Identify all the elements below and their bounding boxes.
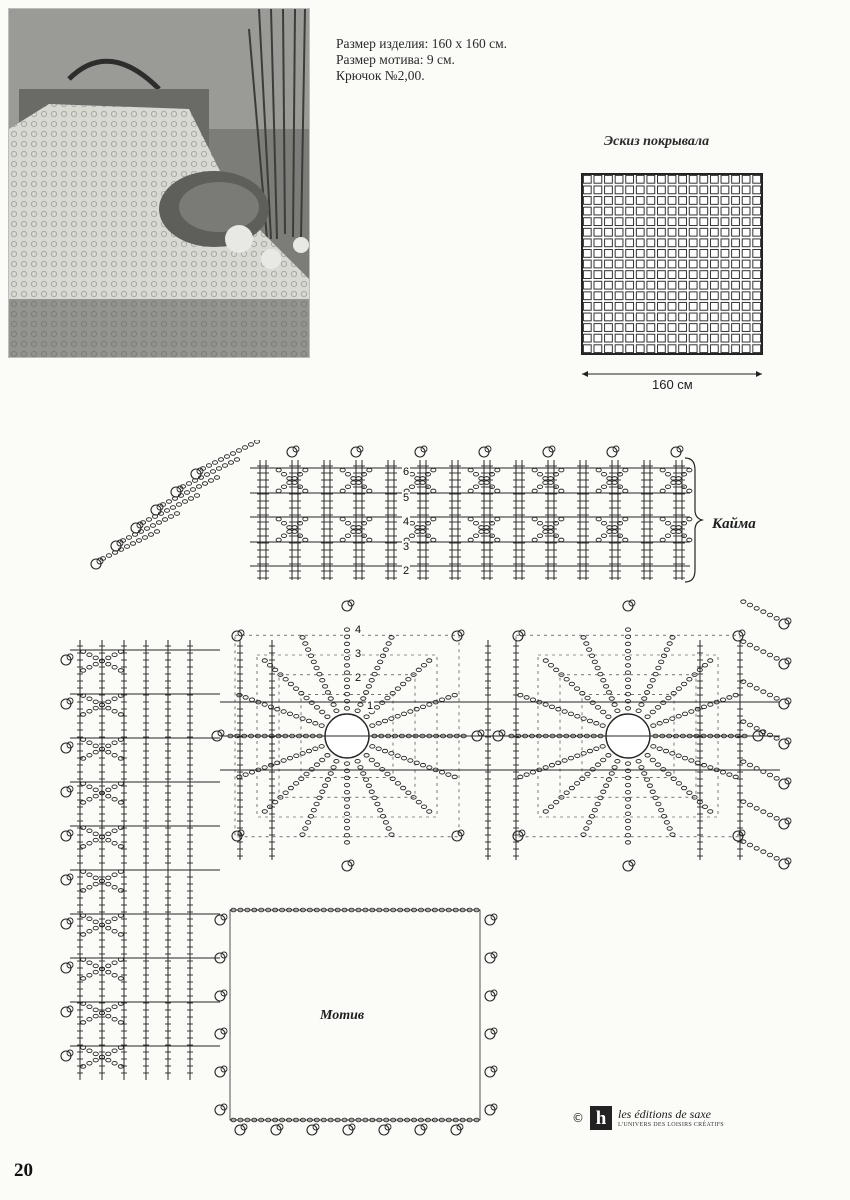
publisher-logo-icon: h (590, 1106, 612, 1130)
crochet-diagram (40, 440, 820, 1160)
chain-stitch (741, 640, 780, 660)
chain-stitch (100, 530, 159, 561)
border-row-number: 5 (403, 492, 410, 504)
specs-block (336, 36, 507, 84)
motif-spoke-chain (355, 759, 394, 836)
motif-round-number: 1 (367, 700, 374, 712)
motif-spoke-chain (518, 693, 606, 727)
motif-spoke-chain (625, 628, 630, 710)
motif-label: Мотив (320, 1008, 365, 1023)
hook-size: Крючок №2,00. (336, 68, 425, 83)
motif-round-number: 3 (355, 648, 362, 660)
motif-spoke-chain (370, 693, 458, 727)
motif-spoke-chain (581, 759, 620, 836)
bedspread-sketch (574, 164, 774, 394)
motif-spoke-chain (344, 762, 349, 844)
motif-spoke-chain (344, 628, 349, 710)
motif-spoke-chain (364, 754, 432, 814)
bedspread-photo (8, 8, 310, 358)
border-row-number: 2 (403, 565, 410, 577)
motif-round-number: 4 (355, 624, 362, 636)
dimension-arrow-icon (756, 371, 762, 377)
motif-spoke-chain (237, 693, 325, 727)
motif-size: Размер мотива: 9 см. (336, 52, 455, 67)
motif-spoke-chain (651, 693, 739, 727)
motif-spoke-chain (237, 745, 325, 779)
copyright-symbol: © (572, 1111, 584, 1125)
chain-stitch (741, 680, 780, 700)
chain-stitch (200, 440, 259, 470)
motif-spoke-chain (625, 762, 630, 844)
border-row-number: 4 (403, 516, 410, 528)
page-number: 20 (14, 1160, 33, 1181)
item-size: Размер изделия: 160 х 160 см. (336, 36, 508, 51)
chain-stitch (180, 458, 239, 489)
motif-spoke-chain (300, 759, 339, 836)
motif-spoke-chain (543, 754, 611, 814)
border-label: Кайма (712, 516, 756, 532)
publisher-block (572, 1106, 724, 1130)
motif-spoke-chain (645, 659, 713, 719)
chain-stitch (741, 800, 780, 820)
chain-stitch (160, 476, 219, 507)
motif-round-number: 2 (355, 672, 362, 684)
motif-spoke-chain (581, 636, 620, 713)
motif-spoke-chain (651, 745, 739, 779)
chain-stitch (140, 494, 199, 525)
motif-spoke-chain (636, 636, 675, 713)
motif-spoke-chain (370, 745, 458, 779)
motif-spoke-chain (543, 659, 611, 719)
motif-spoke-chain (518, 745, 606, 779)
motif-spoke-chain (300, 636, 339, 713)
chain-stitch (120, 512, 179, 543)
sketch-title: Эскиз покрывала (604, 134, 710, 149)
publisher-name: les éditions de saxe (618, 1107, 711, 1121)
publisher-tagline: L'UNIVERS DES LOISIRS CRÉATIFS (618, 1122, 724, 1128)
dimension-arrow-icon (582, 371, 588, 377)
chain-stitch (741, 840, 780, 860)
border-row-number: 6 (403, 466, 410, 478)
motif-spoke-chain (636, 759, 675, 836)
border-row-number: 3 (403, 541, 410, 553)
motif-spoke-chain (645, 754, 713, 814)
motif-spoke-chain (364, 659, 432, 719)
chain-stitch (741, 600, 780, 620)
sketch-dimension-label: 160 см (652, 377, 693, 392)
